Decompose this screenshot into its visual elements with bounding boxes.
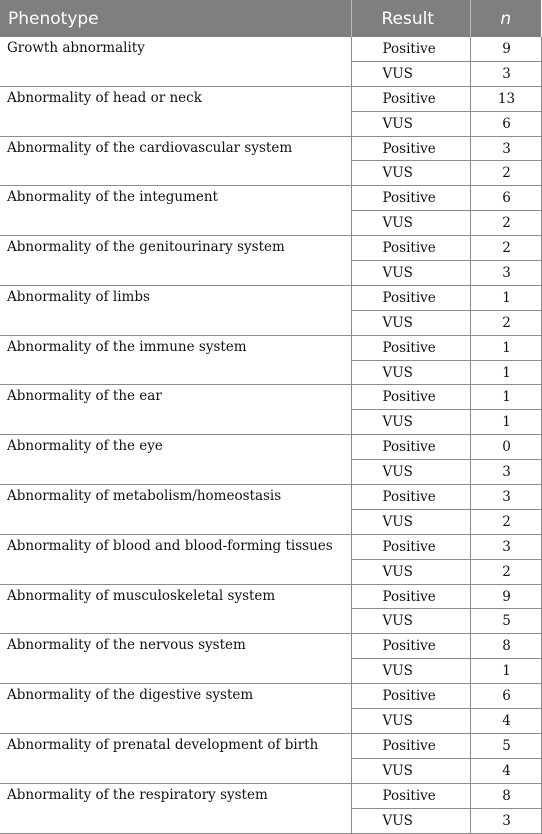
n-vus-cell: 2 <box>470 211 541 236</box>
table-row <box>0 385 541 410</box>
result-vus-cell: VUS <box>351 509 470 534</box>
result-vus-cell: VUS <box>351 161 470 186</box>
result-positive-cell: Positive <box>351 86 470 111</box>
n-vus-cell: 3 <box>470 808 541 833</box>
table-row <box>0 684 541 709</box>
phenotype-cell: Abnormality of the integument <box>0 186 351 236</box>
n-positive-cell: 8 <box>470 634 541 659</box>
n-vus-cell: 4 <box>470 709 541 734</box>
phenotype-cell: Abnormality of limbs <box>0 285 351 335</box>
phenotype-cell: Abnormality of the digestive system <box>0 684 351 734</box>
table-header <box>0 0 541 37</box>
result-positive-cell: Positive <box>351 485 470 510</box>
phenotype-cell: Abnormality of the genitourinary system <box>0 236 351 286</box>
result-positive-cell: Positive <box>351 584 470 609</box>
result-positive-cell: Positive <box>351 37 470 61</box>
result-vus-cell: VUS <box>351 559 470 584</box>
n-vus-cell: 1 <box>470 659 541 684</box>
phenotype-cell: Abnormality of metabolism/homeostasis <box>0 485 351 535</box>
result-positive-cell: Positive <box>351 684 470 709</box>
n-vus-cell: 4 <box>470 758 541 783</box>
phenotype-cell: Abnormality of the eye <box>0 435 351 485</box>
table-row <box>0 86 541 111</box>
n-vus-cell: 2 <box>470 509 541 534</box>
n-vus-cell: 3 <box>470 61 541 86</box>
result-vus-cell: VUS <box>351 709 470 734</box>
table-row <box>0 186 541 211</box>
n-positive-cell: 0 <box>470 435 541 460</box>
result-positive-cell: Positive <box>351 236 470 261</box>
n-vus-cell: 3 <box>470 460 541 485</box>
result-vus-cell: VUS <box>351 659 470 684</box>
n-positive-cell: 6 <box>470 684 541 709</box>
n-vus-cell: 3 <box>470 261 541 286</box>
n-positive-cell: 1 <box>470 335 541 360</box>
result-vus-cell: VUS <box>351 61 470 86</box>
n-vus-cell: 5 <box>470 609 541 634</box>
result-positive-cell: Positive <box>351 534 470 559</box>
table-row <box>0 783 541 808</box>
result-positive-cell: Positive <box>351 136 470 161</box>
result-positive-cell: Positive <box>351 634 470 659</box>
n-positive-cell: 3 <box>470 485 541 510</box>
n-positive-cell: 6 <box>470 186 541 211</box>
phenotype-cell: Abnormality of the immune system <box>0 335 351 385</box>
phenotype-cell: Abnormality of prenatal development of birth <box>0 733 351 783</box>
table-row <box>0 37 541 61</box>
n-positive-cell: 3 <box>470 534 541 559</box>
table-row <box>0 285 541 310</box>
n-positive-cell: 9 <box>470 37 541 61</box>
n-positive-cell: 3 <box>470 136 541 161</box>
n-positive-cell: 1 <box>470 285 541 310</box>
result-positive-cell: Positive <box>351 186 470 211</box>
n-positive-cell: 2 <box>470 236 541 261</box>
n-vus-cell: 2 <box>470 310 541 335</box>
table-row <box>0 435 541 460</box>
phenotype-cell: Abnormality of musculoskeletal system <box>0 584 351 634</box>
table-row <box>0 136 541 161</box>
result-vus-cell: VUS <box>351 460 470 485</box>
header-row <box>0 0 541 37</box>
result-positive-cell: Positive <box>351 435 470 460</box>
n-vus-cell: 1 <box>470 410 541 435</box>
result-vus-cell: VUS <box>351 410 470 435</box>
table-row <box>0 584 541 609</box>
result-positive-cell: Positive <box>351 733 470 758</box>
result-vus-cell: VUS <box>351 360 470 385</box>
phenotype-cell: Growth abnormality <box>0 37 351 86</box>
result-positive-cell: Positive <box>351 385 470 410</box>
n-positive-cell: 5 <box>470 733 541 758</box>
phenotype-cell: Abnormality of blood and blood-forming tissues <box>0 534 351 584</box>
phenotype-cell: Abnormality of the nervous system <box>0 634 351 684</box>
result-vus-cell: VUS <box>351 211 470 236</box>
header-phenotype: Phenotype <box>0 0 351 37</box>
result-positive-cell: Positive <box>351 285 470 310</box>
table-row <box>0 485 541 510</box>
phenotype-cell: Abnormality of the respiratory system <box>0 783 351 833</box>
table-row <box>0 534 541 559</box>
result-vus-cell: VUS <box>351 609 470 634</box>
n-positive-cell: 1 <box>470 385 541 410</box>
table-row <box>0 634 541 659</box>
table-row <box>0 335 541 360</box>
result-vus-cell: VUS <box>351 758 470 783</box>
n-vus-cell: 6 <box>470 111 541 136</box>
n-positive-cell: 8 <box>470 783 541 808</box>
table-row <box>0 236 541 261</box>
result-positive-cell: Positive <box>351 783 470 808</box>
result-vus-cell: VUS <box>351 310 470 335</box>
n-vus-cell: 2 <box>470 161 541 186</box>
table-body <box>0 37 541 833</box>
header-n: n <box>470 0 541 37</box>
phenotype-cell: Abnormality of the ear <box>0 385 351 435</box>
n-vus-cell: 1 <box>470 360 541 385</box>
phenotype-cell: Abnormality of the cardiovascular system <box>0 136 351 186</box>
n-positive-cell: 13 <box>470 86 541 111</box>
n-vus-cell: 2 <box>470 559 541 584</box>
result-vus-cell: VUS <box>351 111 470 136</box>
result-positive-cell: Positive <box>351 335 470 360</box>
header-result: Result <box>351 0 470 37</box>
result-vus-cell: VUS <box>351 261 470 286</box>
n-positive-cell: 9 <box>470 584 541 609</box>
phenotype-cell: Abnormality of head or neck <box>0 86 351 136</box>
result-vus-cell: VUS <box>351 808 470 833</box>
table-row <box>0 733 541 758</box>
